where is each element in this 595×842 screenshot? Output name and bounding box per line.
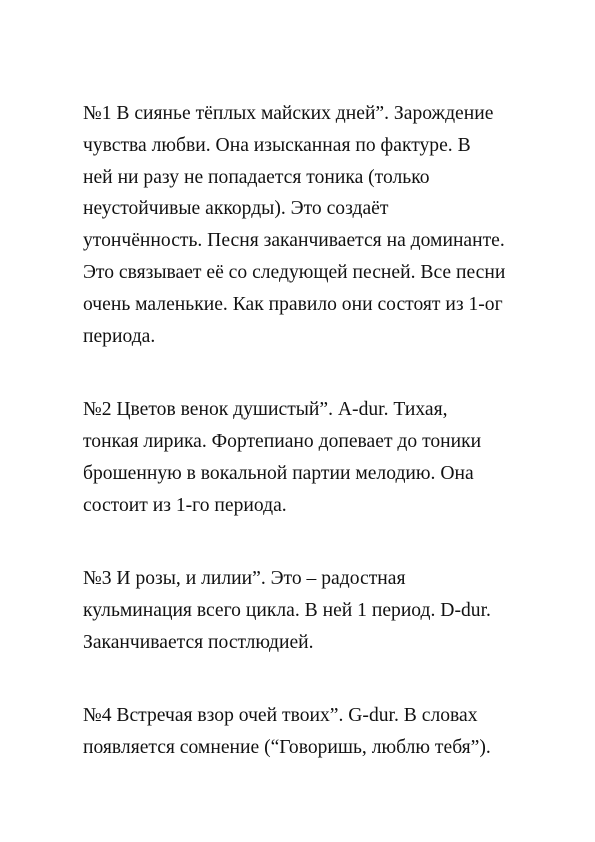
paragraph-1-line-6: Это связывает её со следующей песней. Все песни — [83, 262, 506, 283]
paragraph-2-line-2: тонкая лирика. Фортепиано допевает до тоники — [83, 431, 482, 452]
paragraph-2-line-3: брошенную в вокальной партии мелодию. Она — [83, 463, 474, 484]
paragraph-1-line-3: ней ни разу не попадается тоника (только — [83, 167, 430, 188]
paragraph-3-line-2: кульминация всего цикла. В ней 1 период. D-dur. — [83, 600, 491, 621]
paragraph-1-line-1: №1 В сиянье тёплых майских дней”. Зарождение — [83, 103, 494, 124]
paragraph-4-line-2: появляется сомнение (“Говоришь, люблю тебя”). — [83, 737, 491, 758]
paragraph-4-line-1: №4 Встречая взор очей твоих”. G-dur. В словах — [83, 705, 478, 726]
paragraph-3-line-1: №3 И розы, и лилии”. Это – радостная — [83, 568, 406, 589]
paragraph-2-line-4: состоит из 1-го периода. — [83, 495, 287, 516]
paragraph-1-line-7: очень маленькие. Как правило они состоят из 1-ог — [83, 294, 503, 315]
paragraph-2-line-1: №2 Цветов венок душистый”. A-dur. Тихая, — [83, 399, 448, 420]
paragraph-1-line-4: неустойчивые аккорды). Это создаёт — [83, 198, 389, 219]
paragraph-1-line-2: чувства любви. Она изысканная по фактуре. В — [83, 135, 471, 156]
paragraph-3-line-3: Заканчивается постлюдией. — [83, 632, 314, 653]
paragraph-1-line-8: периода. — [83, 326, 156, 347]
paragraph-1-line-5: утончённость. Песня заканчивается на доминанте. — [83, 230, 505, 251]
